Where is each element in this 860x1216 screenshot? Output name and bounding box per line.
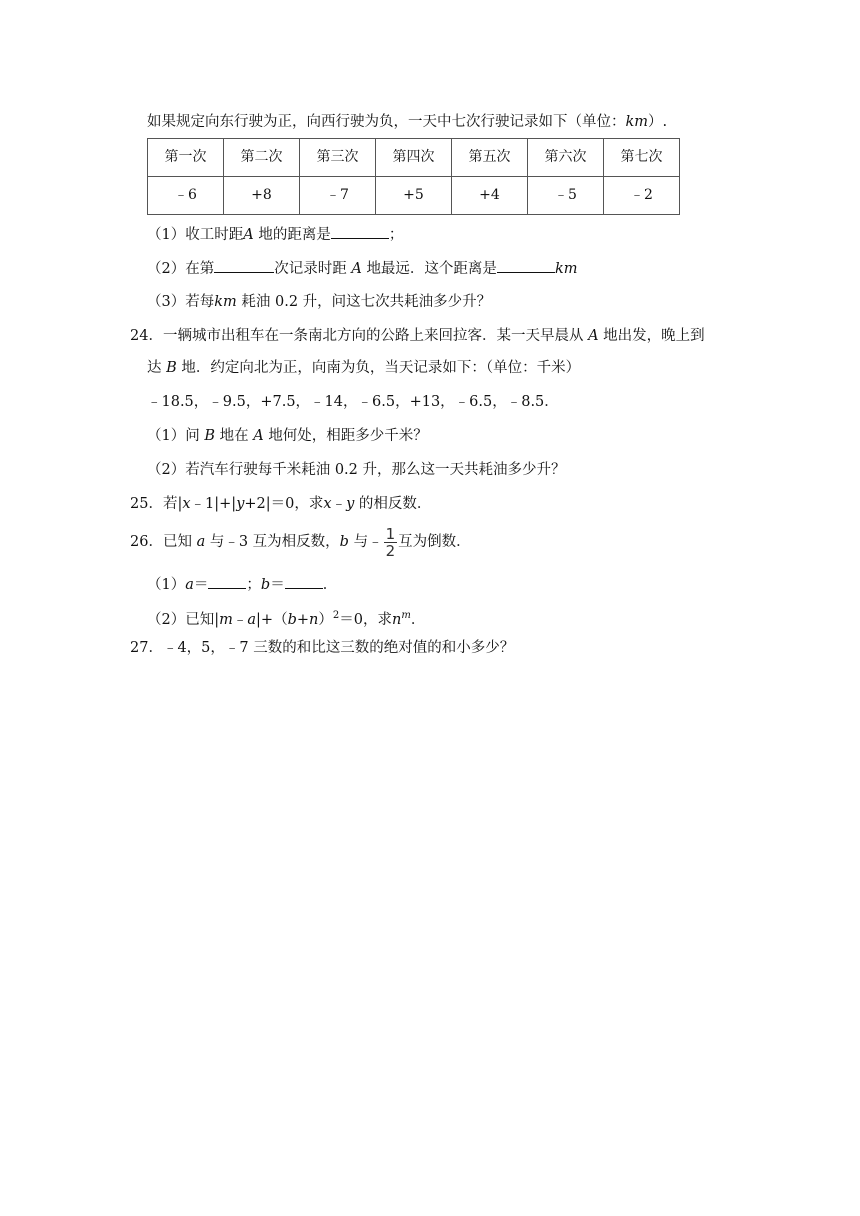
answer-blank[interactable]	[285, 574, 323, 589]
var-b: b	[260, 577, 271, 593]
q24-line1	[130, 326, 705, 346]
q23-part2	[147, 258, 577, 279]
var-a: a	[196, 534, 206, 550]
q27-text: 27．﹣4，5，﹣7 三数的和比这三数的绝对值的和小多少？	[130, 640, 515, 656]
q24-part1	[147, 426, 428, 446]
var-b: b	[287, 611, 297, 628]
fraction-one-half	[384, 526, 398, 559]
exponent-m: m	[401, 610, 411, 621]
q23-p3-text2: 耗油 0.2 升，问这七次共耗油多少升？	[241, 294, 492, 310]
table-value-cell: ﹣5	[528, 177, 604, 215]
unit-km: km	[214, 294, 237, 310]
q24-text4: 地．约定向北为正，向南为负，当天记录如下：（单位：千米）	[181, 360, 581, 376]
q24-p2-text: （2）若汽车行驶每千米耗油 0.2 升，那么这一天共耗油多少升？	[147, 462, 566, 478]
table-header-cell: 第三次	[300, 139, 376, 177]
exponent-2: 2	[332, 610, 340, 621]
unit-km: km	[554, 261, 578, 277]
var-y: y	[346, 496, 355, 512]
table-header-cell: 第二次	[224, 139, 300, 177]
table-header-cell: 第五次	[452, 139, 528, 177]
q24-part2	[147, 460, 566, 480]
answer-blank[interactable]	[331, 224, 389, 239]
fraction-denominator: 2	[385, 541, 396, 560]
q26-part1	[147, 574, 337, 595]
fraction-minus: ﹣	[368, 534, 383, 550]
equals-sign: ＝	[193, 577, 209, 593]
q23-p1-end: ；	[388, 227, 404, 243]
driving-record-table	[147, 138, 680, 215]
table-value-cell: ﹣6	[148, 177, 224, 215]
q24-text2: 地出发，晚上到	[603, 328, 705, 344]
q23-part1	[147, 224, 403, 245]
q25-line	[130, 494, 431, 514]
q24-p1-text2: 地在	[219, 428, 249, 444]
table-value-cell: +5	[376, 177, 452, 215]
q23-p2-text: （2）在第	[147, 261, 215, 277]
q24-text3: 达	[147, 360, 162, 376]
table-header-cell: 第七次	[604, 139, 680, 177]
equals-sign: ＝	[270, 577, 285, 593]
var-n: n	[309, 611, 319, 628]
q23-p2-text2: 次记录时距	[274, 261, 347, 277]
q25-minus: ﹣	[331, 496, 347, 512]
table-header-cell: 第四次	[376, 139, 452, 177]
q23-intro	[147, 112, 667, 132]
q26-p2-text3: ＝0，求	[339, 611, 392, 628]
q26-part2	[147, 606, 425, 630]
table-value-row	[148, 177, 680, 215]
table-header-cell: 第六次	[528, 139, 604, 177]
q24-record-values: ﹣18.5，﹣9.5，+7.5，﹣14，﹣6.5，+13，﹣6.5，﹣8.5．	[147, 394, 559, 410]
q23-p3-text: （3）若每	[147, 294, 215, 310]
q26-p2-text: （2）已知|	[147, 611, 220, 628]
table-value-cell: +4	[452, 177, 528, 215]
q24-line2	[147, 358, 580, 378]
var-m: m	[219, 611, 233, 628]
fraction-numerator: 1	[385, 524, 396, 543]
var-x: x	[182, 496, 191, 512]
var-b: B	[166, 360, 177, 376]
var-a: A	[351, 261, 362, 277]
var-a: A	[253, 428, 264, 444]
var-b: b	[339, 534, 349, 550]
q24-p1-text3: 地何处，相距多少千米？	[268, 428, 428, 444]
q24-values	[147, 392, 559, 412]
q23-part3	[147, 292, 491, 312]
answer-blank[interactable]	[214, 258, 274, 273]
var-a: a	[185, 577, 194, 593]
intro-end: ）.	[648, 114, 668, 130]
q23-p2-text3: 地最远．这个距离是	[366, 261, 497, 277]
minus-sign: ﹣	[232, 611, 248, 628]
table-header-cell: 第一次	[148, 139, 224, 177]
q27-line	[130, 638, 514, 658]
q24-text: 24．一辆城市出租车在一条南北方向的公路上来回拉客．某一天早晨从	[130, 328, 584, 344]
q23-p1-text2: 地的距离是	[258, 227, 331, 243]
q25-text2: ﹣1|+|	[190, 496, 237, 512]
var-x: x	[323, 496, 332, 512]
var-n: n	[391, 611, 402, 628]
answer-blank[interactable]	[208, 574, 246, 589]
q26-line	[130, 524, 471, 560]
separator: ；	[246, 577, 261, 593]
period: ．	[322, 577, 338, 593]
table-value-cell: +8	[224, 177, 300, 215]
var-b: B	[204, 428, 215, 444]
intro-text: 如果规定向东行驶为正，向西行驶为负，一天中七次行驶记录如下（单位：	[147, 114, 626, 130]
q26-p2-text2: |+（	[256, 611, 288, 628]
table-header-row	[148, 139, 680, 177]
answer-blank[interactable]	[497, 258, 555, 273]
var-a: A	[588, 328, 599, 344]
q26-p1-text: （1）	[147, 577, 186, 593]
q26-text4: 互为倒数．	[398, 534, 471, 550]
close-paren: ）	[318, 611, 333, 628]
period: ．	[410, 611, 426, 628]
intro-unit: km	[625, 114, 649, 130]
q26-text3: 与	[353, 534, 369, 550]
table-value-cell: ﹣7	[300, 177, 376, 215]
q24-p1-text: （1）问	[147, 428, 200, 444]
var-a: a	[247, 611, 257, 628]
plus-sign: +	[296, 611, 310, 628]
q25-text3: +2|＝0，求	[244, 496, 324, 512]
q26-text2: 与﹣3 互为相反数，	[209, 534, 340, 550]
q25-text: 25．若|	[130, 496, 183, 512]
var-y: y	[236, 496, 245, 512]
var-a: A	[243, 227, 254, 243]
q25-text4: 的相反数．	[358, 496, 432, 512]
q26-text: 26．已知	[130, 534, 192, 550]
table-value-cell: ﹣2	[604, 177, 680, 215]
q23-p1-text: （1）收工时距	[147, 227, 244, 243]
